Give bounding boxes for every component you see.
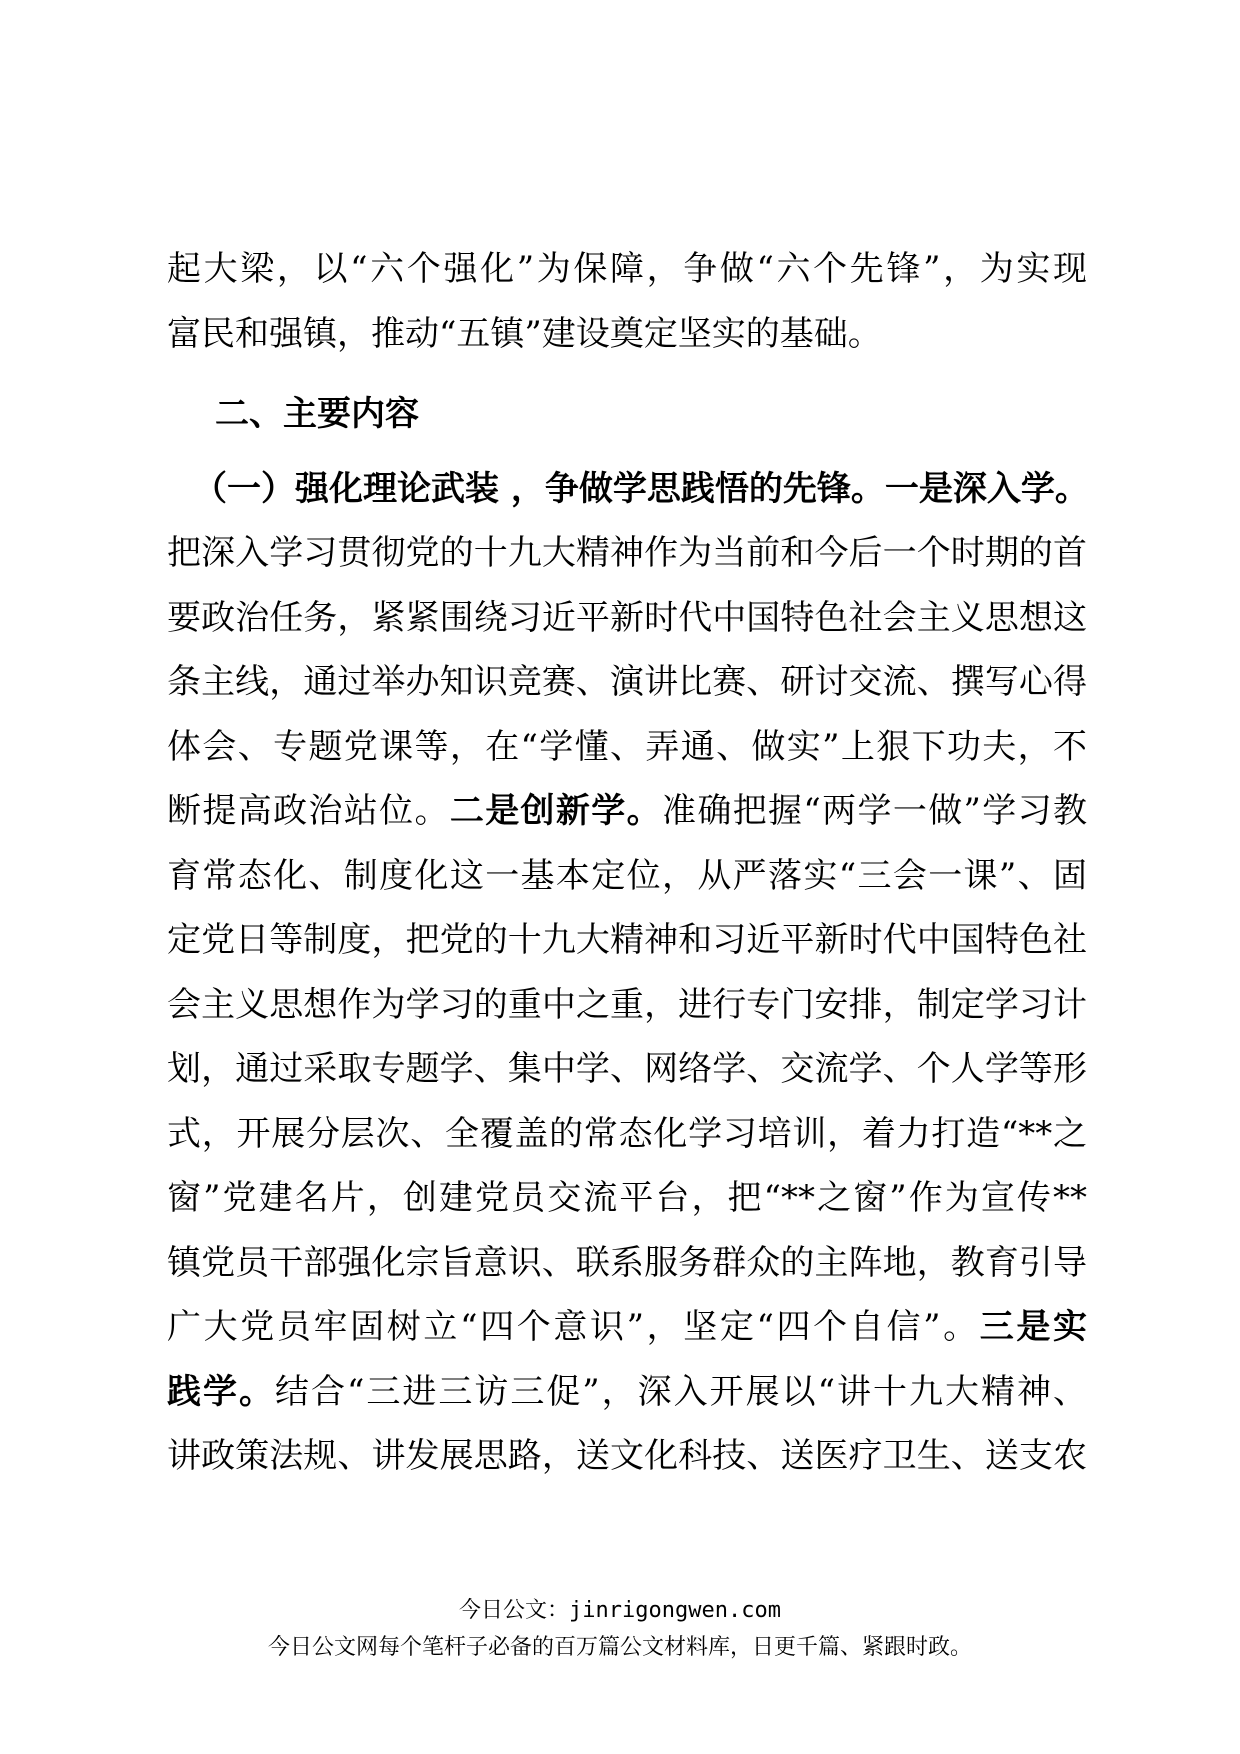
paragraph-line: 定党日等制度，把党的十九大精神和习近平新时代中国特色社 bbox=[167, 920, 1087, 960]
paragraph-line-mixed bbox=[167, 779, 1087, 844]
paragraph-line: 把深入学习贯彻党的十九大精神作为当前和今后一个时期的首 bbox=[167, 533, 1087, 573]
paragraph-line: 划，通过采取专题学、集中学、网络学、交流学、个人学等形 bbox=[167, 1049, 1087, 1089]
paragraph-line: 育常态化、制度化这一基本定位，从严落实“三会一课”、固 bbox=[167, 855, 1087, 896]
paragraph-line: 体会、专题党课等，在“学懂、弄通、做实”上狠下功夫，不 bbox=[167, 726, 1087, 767]
footer-site bbox=[0, 1596, 1240, 1626]
text-run: 准确把握“两学一做”学习教 bbox=[661, 791, 1088, 831]
paragraph-line: 富民和强镇，推动“五镇”建设奠定坚实的基础。 bbox=[167, 313, 882, 354]
bold-run: 二是创新学。 bbox=[449, 791, 662, 831]
paragraph-line: 条主线，通过举办知识竞赛、演讲比赛、研讨交流、撰写心得 bbox=[167, 662, 1087, 702]
paragraph-line-mixed bbox=[167, 1295, 1087, 1360]
paragraph-line-mixed bbox=[167, 1360, 1087, 1425]
text-run: 结合“三进三访三促”，深入开展以“讲十九大精神、 bbox=[274, 1371, 1087, 1412]
bold-run: 三是实 bbox=[979, 1307, 1088, 1347]
document-body bbox=[167, 237, 1087, 1489]
paragraph-line: 讲政策法规、讲发展思路，送文化科技、送医疗卫生、送支农 bbox=[167, 1436, 1087, 1476]
subsection-heading: （一）强化理论武装 ，争做学思践悟的先锋。一是深入学。 bbox=[193, 468, 1089, 509]
section-heading: 二、主要内容 bbox=[215, 394, 419, 434]
text-run: 断提高政治站位。 bbox=[167, 791, 450, 831]
paragraph-line: 式，开展分层次、全覆盖的常态化学习培训，着力打造“**之 bbox=[167, 1113, 1087, 1154]
bold-run: 践学。 bbox=[167, 1371, 275, 1412]
text-run: 广大党员牢固树立“四个意识”，坚定“四个自信”。 bbox=[167, 1307, 980, 1347]
paragraph-line: 起大梁，以“六个强化”为保障，争做“六个先锋”，为实现 bbox=[167, 249, 1087, 289]
paragraph-line: 镇党员干部强化宗旨意识、联系服务群众的主阵地，教育引导 bbox=[167, 1242, 1087, 1283]
footer-site-label: 今日公文： bbox=[459, 1598, 570, 1623]
footer-tagline: 今日公文网每个笔杆子必备的百万篇公文材料库，日更千篇、紧跟时政。 bbox=[267, 1635, 972, 1660]
paragraph-line: 窗”党建名片，创建党员交流平台，把“**之窗”作为宣传** bbox=[167, 1178, 1087, 1218]
paragraph-line: 会主义思想作为学习的重中之重，进行专门安排，制定学习计 bbox=[167, 984, 1087, 1025]
paragraph-line: 要政治任务，紧紧围绕习近平新时代中国特色社会主义思想这 bbox=[167, 597, 1087, 638]
footer-site-url[interactable]: jinrigongwen.com bbox=[569, 1598, 781, 1623]
